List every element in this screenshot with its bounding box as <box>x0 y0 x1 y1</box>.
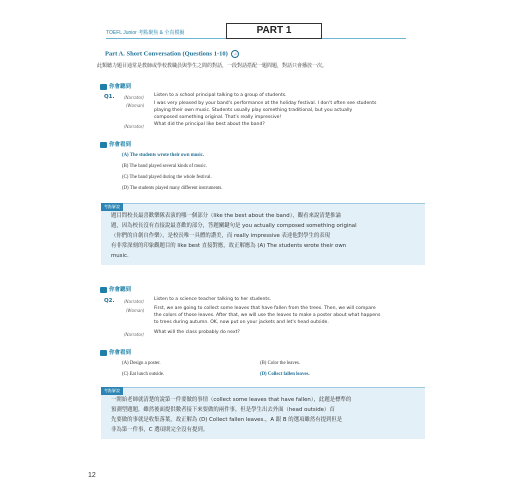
headphone-icon <box>100 287 107 293</box>
speaker-label: (Narrator) <box>124 124 144 129</box>
explanation-line: 預測型題題，雖然後面提供數者接下來要做的兩件事，但是學生出去外面（head outside）首 <box>111 407 335 413</box>
book-icon <box>100 350 107 356</box>
running-header: TOEFL Junior 考點聚焦 & 全真模擬 <box>106 30 185 36</box>
section-title-text: Part A. Short Conversation (Questions 1-10) <box>105 50 228 58</box>
listen-label-text: 你會聽到 <box>109 84 132 90</box>
part-tab: PART 1 <box>226 23 322 39</box>
explanation-line: 非為第一件事，C 選項則完全沒有提到。 <box>111 427 209 433</box>
section-intro: 此類聽力題目通常是教師或學校教職員與學生之間的對話，一段對話搭配一題問題，對話只會播放一次。 <box>97 63 328 69</box>
explanation-line: 有非常深刻的印象觀題目的 like best 直接對應，故正解應為 (A) The students wrote their own <box>111 243 347 249</box>
transcript-line: First, we are going to collect some leaves that have fallen from the trees. Then, we will compare <box>154 306 376 311</box>
see-label <box>100 140 131 148</box>
answer-option-b: (B) The band played several kinds of music. <box>122 164 207 169</box>
explanation-line: 題，因為校長沒有直接說最喜歡的部分，答題關鍵句是 you actually composed something original <box>111 223 357 229</box>
explanation-line: 題目問校長最喜歡樂隊表演的哪一個部分（like the best about the band），觀看來說清楚推論 <box>111 213 341 219</box>
speaker-label: (Narrator) <box>124 299 144 304</box>
speaker-label: (Narrator) <box>124 95 144 100</box>
transcript-line: I was very pleased by your band's performance at the holiday festival. I don't often see students <box>154 101 377 106</box>
transcript-line: What will the class probably do next? <box>154 330 240 335</box>
listen-label-text: 你會聽到 <box>109 287 132 293</box>
answer-option-d: (D) The students played many different instruments. <box>122 186 223 191</box>
transcript-line: What did the principal like best about the band? <box>154 122 265 127</box>
explanation-box <box>101 203 425 265</box>
see-label-text: 你會看到 <box>109 142 132 148</box>
see-label-text: 你會看到 <box>109 350 132 356</box>
listen-label <box>100 82 131 90</box>
listen-label <box>100 285 131 293</box>
answer-option-a: (A) The students wrote their own music. <box>122 153 204 158</box>
transcript-line: composed something original. That's really impressive! <box>154 115 282 120</box>
answer-option-d: (D) Collect fallen leaves. <box>260 372 310 377</box>
answer-option-b: (B) Color the leaves. <box>260 361 300 366</box>
explain-tag: 考點解說 <box>101 203 123 211</box>
audio-icon: ♫ <box>231 50 239 58</box>
answer-option-a: (A) Design a poster. <box>122 361 161 366</box>
explanation-line: 先要做的事就是收集落葉，故正解為 (D) Collect fallen leaves.，A 跟 B 的選項雖然有提到但是 <box>111 417 343 423</box>
speaker-label: (Narrator) <box>124 332 144 337</box>
headphone-icon <box>100 84 107 90</box>
transcript-line: playing their own music. Students usually play something traditional, but you actually <box>154 108 353 113</box>
explanation-box <box>101 387 425 439</box>
explanation-line: （你們的自創自作樂），是校長唯一具體的讚美，而 really impressive 表達他對學生的表現 <box>111 233 331 239</box>
explanation-line: music. <box>111 253 129 259</box>
explain-tag: 考點解說 <box>101 387 123 395</box>
answer-option-c: (C) The band played during the whole festival. <box>122 175 212 180</box>
transcript-line: Listen to a science teacher talking to her students. <box>154 297 272 302</box>
section-title <box>105 50 239 58</box>
transcript-line: to trees during autumn. OK, now put on your jackets and let's head outside. <box>154 320 329 325</box>
book-icon <box>100 142 107 148</box>
transcript-line: the colors of those leaves. After that, we will use the leaves to make a poster about what happens <box>154 313 381 318</box>
see-label <box>100 348 131 356</box>
speaker-label: (Woman) <box>126 308 145 313</box>
speaker-label: (Woman) <box>126 103 145 108</box>
explanation-line: 一開始老師就清楚的說第一件要做的事情（collect some leaves that have fallen），此題是標準的 <box>111 397 352 403</box>
question-number: Q1. <box>104 94 115 100</box>
transcript-line: Listen to a school principal talking to a group of students. <box>154 93 287 98</box>
page-number: 12 <box>88 472 96 479</box>
answer-option-c: (C) Eat lunch outside. <box>122 372 165 377</box>
question-number: Q2. <box>104 298 115 304</box>
